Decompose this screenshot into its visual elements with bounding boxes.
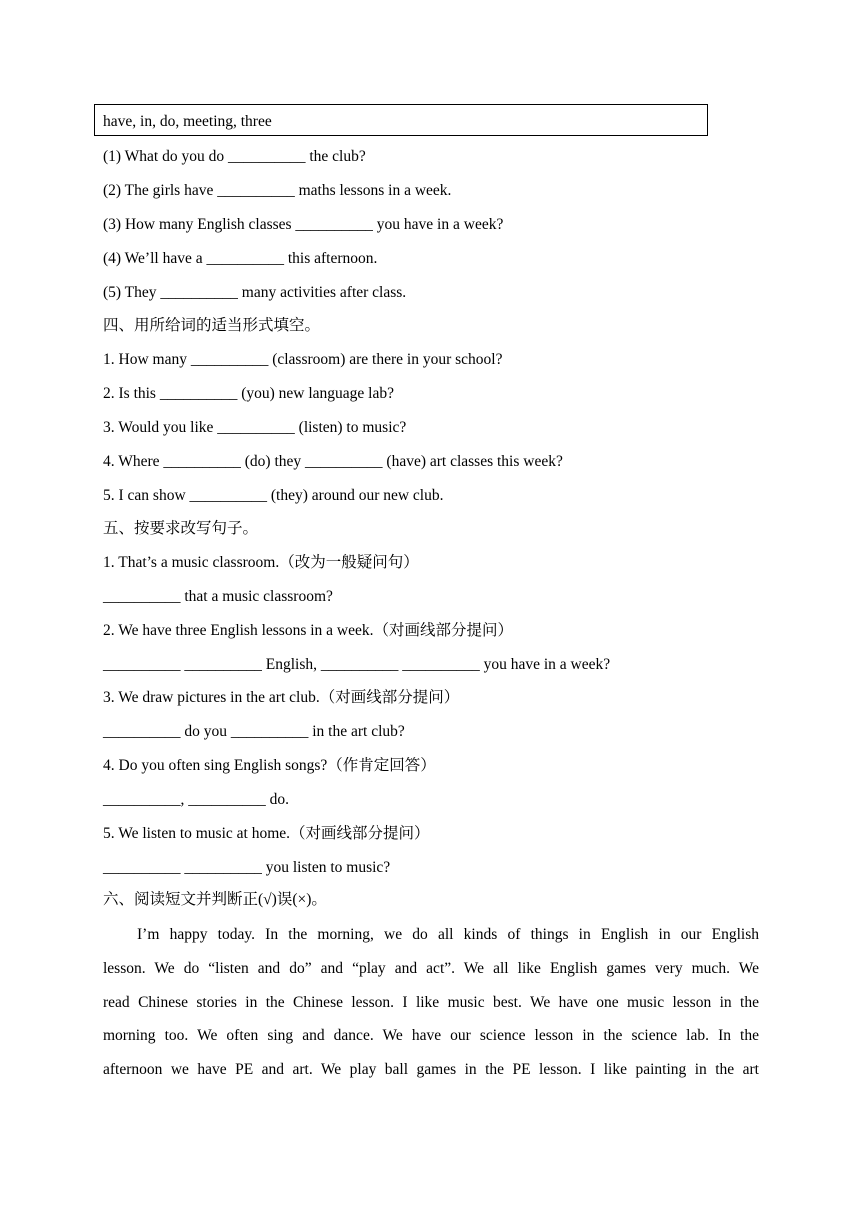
section3-item-5: (5) They __________ many activities after class. bbox=[103, 284, 407, 301]
section3-item-3: (3) How many English classes __________ you have in a week? bbox=[103, 216, 504, 233]
section5-answer-1: __________ that a music classroom? bbox=[103, 588, 333, 605]
section5-answer-2: __________ __________ English, __________ __________ you have in a week? bbox=[103, 656, 611, 673]
passage-line-1: I’m happy today. In the morning, we do all kinds of things in English in our English bbox=[137, 926, 759, 943]
section5-answer-3: __________ do you __________ in the art club? bbox=[103, 723, 405, 740]
section5-question-4: 4. Do you often sing English songs?（作肯定回答） bbox=[103, 757, 436, 774]
passage-line-5: afternoon we have PE and art. We play ball games in the PE lesson. I like painting in the art bbox=[103, 1061, 759, 1078]
section4-item-2: 2. Is this __________ (you) new language lab? bbox=[103, 385, 394, 402]
word-bank-text: have, in, do, meeting, three bbox=[103, 113, 272, 130]
section5-question-3: 3. We draw pictures in the art club.（对画线部分提问） bbox=[103, 689, 460, 706]
section5-answer-4: __________, __________ do. bbox=[103, 791, 289, 808]
section4-heading: 四、用所给词的适当形式填空。 bbox=[103, 317, 321, 334]
section3-item-2: (2) The girls have __________ maths lessons in a week. bbox=[103, 182, 452, 199]
section5-question-5: 5. We listen to music at home.（对画线部分提问） bbox=[103, 825, 430, 842]
section5-question-1: 1. That’s a music classroom.（改为一般疑问句） bbox=[103, 554, 419, 571]
section5-answer-5: __________ __________ you listen to music? bbox=[103, 859, 391, 876]
section5-heading: 五、按要求改写句子。 bbox=[103, 520, 259, 537]
word-bank-box bbox=[94, 104, 708, 136]
section4-item-4: 4. Where __________ (do) they __________ (have) art classes this week? bbox=[103, 453, 563, 470]
passage-line-3: read Chinese stories in the Chinese lesson. I like music best. We have one music lesson in the bbox=[103, 994, 759, 1011]
section3-item-4: (4) We’ll have a __________ this afternoon. bbox=[103, 250, 378, 267]
section3-item-1: (1) What do you do __________ the club? bbox=[103, 148, 366, 165]
passage-line-2: lesson. We do “listen and do” and “play and act”. We all like English games very much. We bbox=[103, 960, 759, 977]
section5-question-2: 2. We have three English lessons in a week.（对画线部分提问） bbox=[103, 622, 514, 639]
section4-item-5: 5. I can show __________ (they) around our new club. bbox=[103, 487, 444, 504]
section6-heading: 六、阅读短文并判断正(√)误(×)。 bbox=[103, 891, 327, 908]
section4-item-3: 3. Would you like __________ (listen) to music? bbox=[103, 419, 407, 436]
passage-line-4: morning too. We often sing and dance. We have our science lesson in the science lab. In the bbox=[103, 1027, 759, 1044]
section4-item-1: 1. How many __________ (classroom) are there in your school? bbox=[103, 351, 503, 368]
